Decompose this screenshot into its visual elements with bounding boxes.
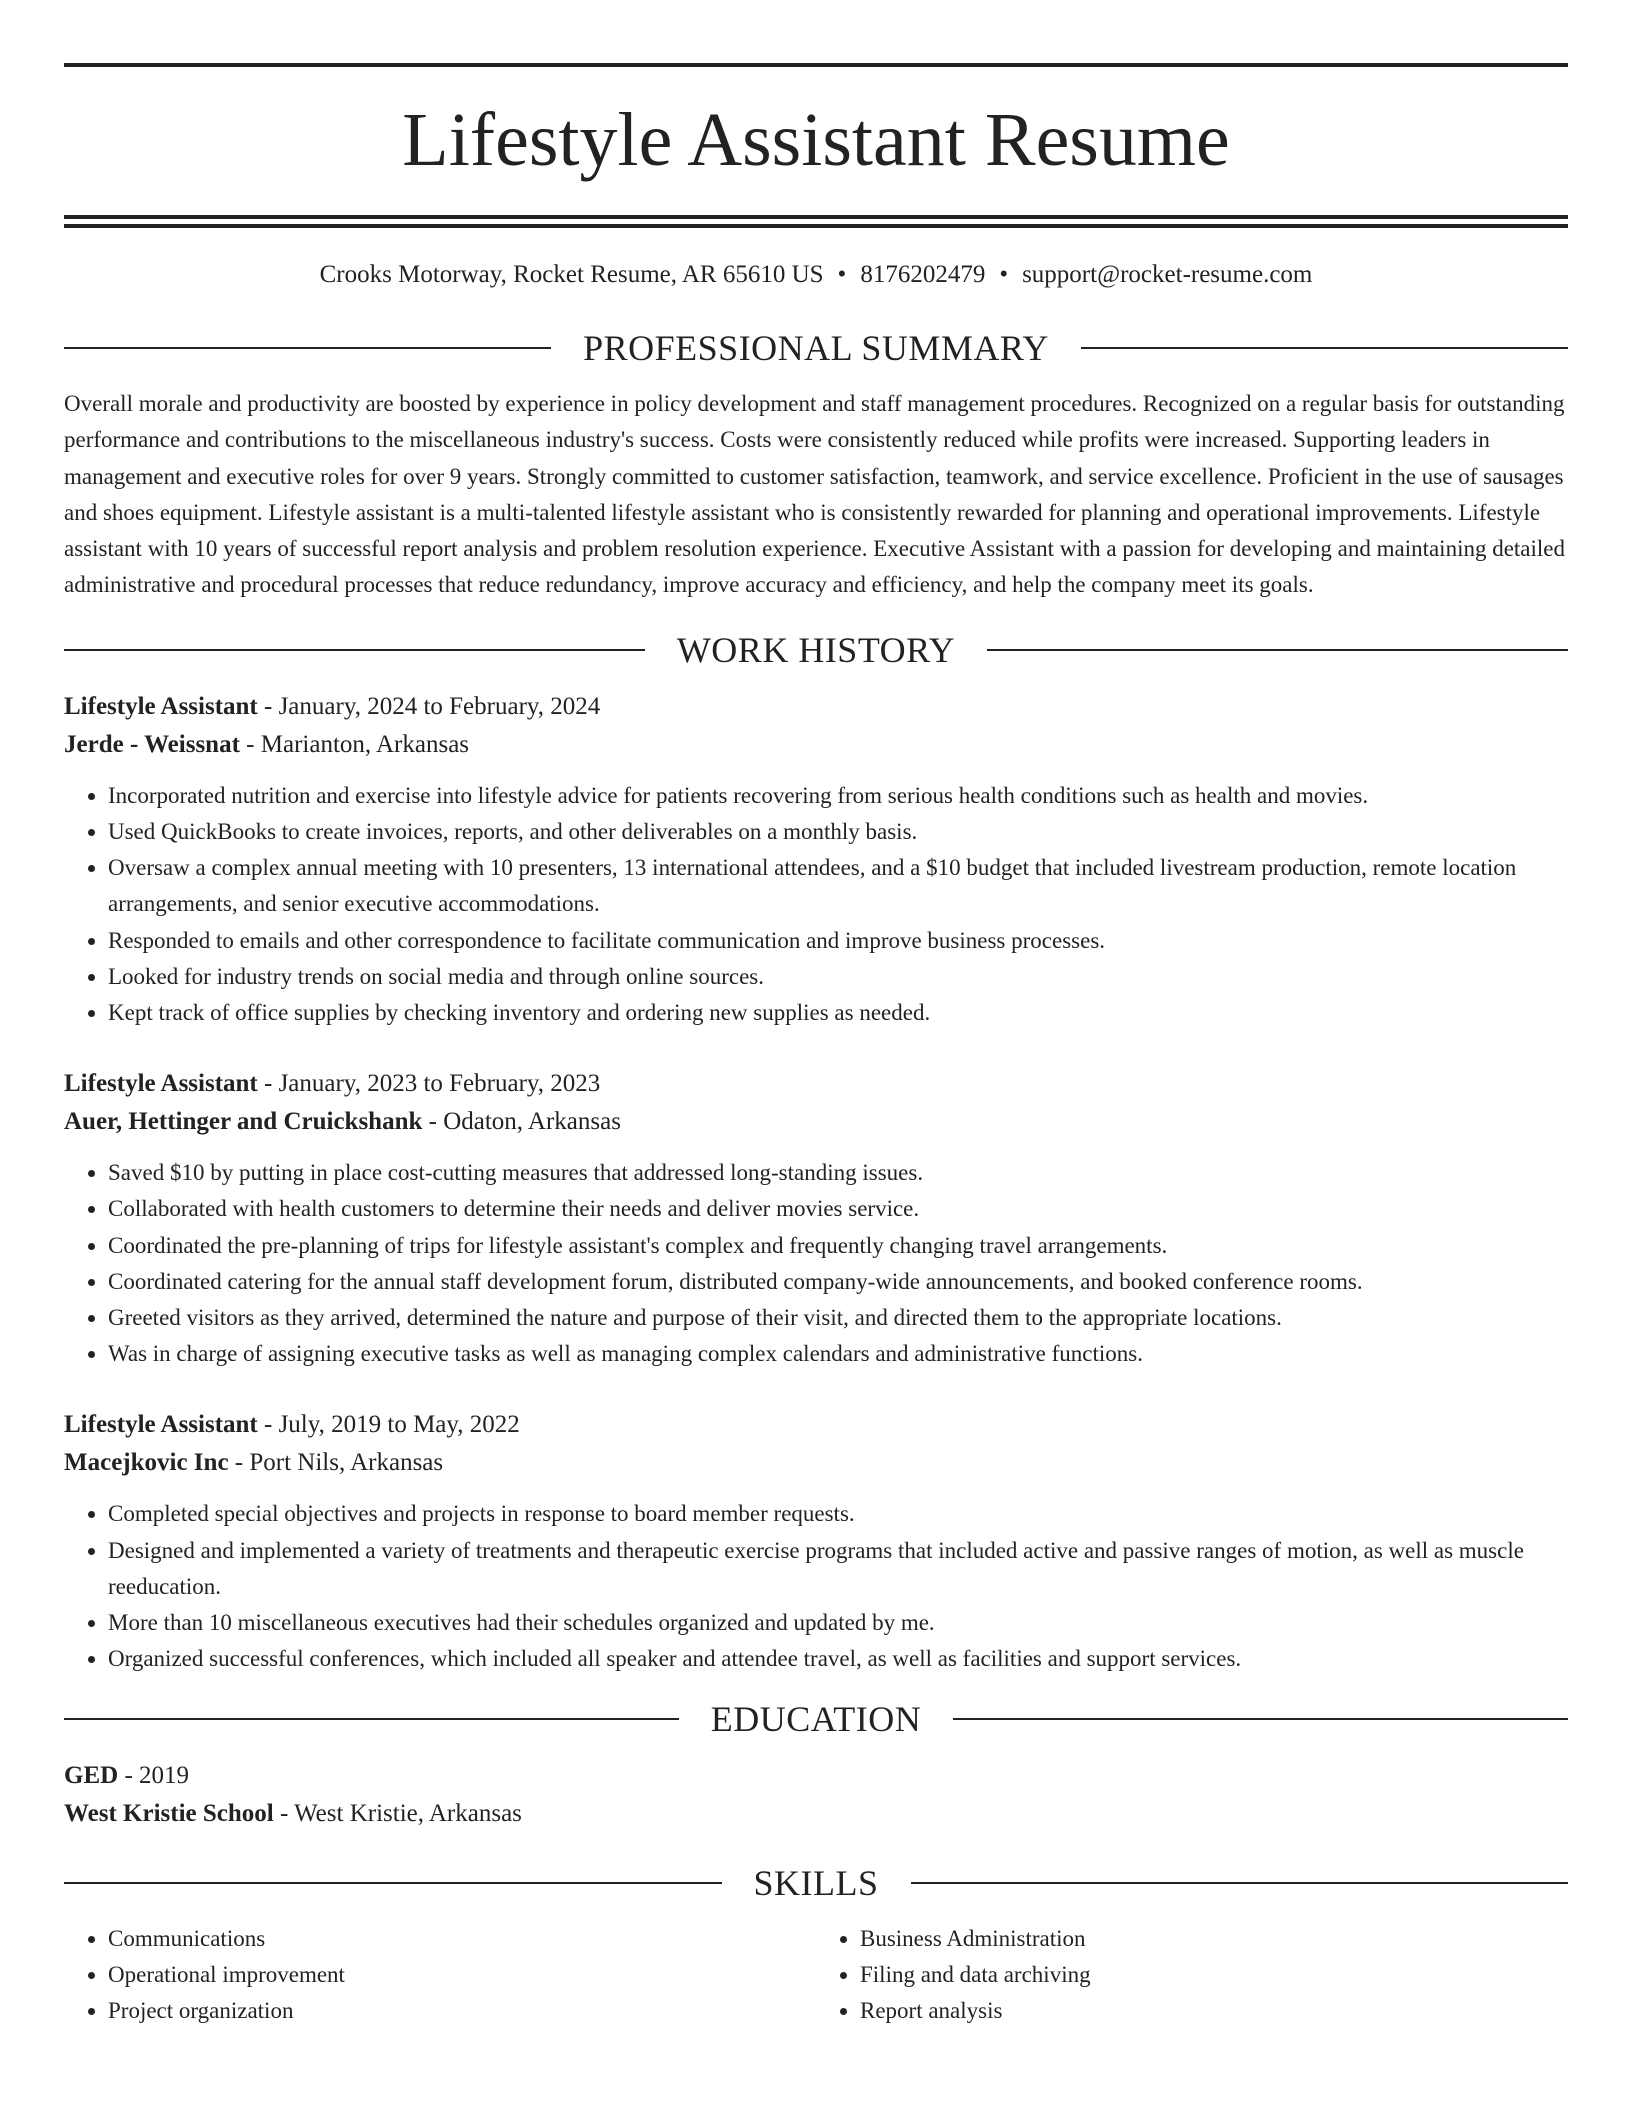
job-company-line — [64, 1444, 1568, 1482]
job-title: Lifestyle Assistant — [64, 692, 258, 720]
divider-line — [64, 649, 645, 651]
job-title: Lifestyle Assistant — [64, 1070, 258, 1098]
list-item: • Collaborated with health customers to determine their needs and deliver movies service. — [108, 1191, 1568, 1227]
education-year: - 2019 — [118, 1762, 190, 1790]
job-bullets — [64, 1496, 1568, 1677]
divider-line — [953, 1718, 1568, 1720]
education-degree-line — [64, 1757, 1568, 1795]
job-title-line — [64, 1065, 1568, 1103]
section-title: EDUCATION — [710, 1699, 922, 1740]
contact-separator: • — [999, 261, 1009, 288]
contact-separator: • — [837, 261, 847, 288]
job-title-line — [64, 688, 1568, 726]
job-company: Macejkovic Inc — [64, 1449, 229, 1477]
list-item: • Saved $10 by putting in place cost-cutting measures that addressed long-standing issues. — [108, 1155, 1568, 1191]
job-company: Jerde - Weissnat — [64, 730, 240, 758]
list-item: • Oversaw a complex annual meeting with 10 presenters, 13 international attendees, and a $10 budget that included livestream production, remote location arrangements, and senior executive accommodations. — [108, 850, 1568, 922]
contact-line — [64, 258, 1568, 292]
list-item: • Kept track of office supplies by checking inventory and ordering new supplies as needed. — [108, 995, 1568, 1031]
resume-page — [64, 0, 1568, 2029]
divider-line — [1081, 347, 1568, 349]
contact-phone: 8176202479 — [860, 261, 986, 288]
contact-address: Crooks Motorway, Rocket Resume, AR 65610 US — [319, 261, 824, 288]
job-entry — [64, 1406, 1568, 1677]
top-rule — [64, 63, 1568, 67]
list-item: • Designed and implemented a variety of treatments and therapeutic exercise programs that included active and passive ranges of motion, as well as muscle reeducation. — [108, 1533, 1568, 1605]
job-title-line — [64, 1406, 1568, 1444]
section-title: PROFESSIONAL SUMMARY — [583, 328, 1049, 368]
job-entry — [64, 688, 1568, 1031]
divider-line — [64, 1718, 679, 1720]
divider-line — [64, 347, 551, 349]
list-item: • Incorporated nutrition and exercise into lifestyle advice for patients recovering from serious health conditions such as health and movies. — [108, 778, 1568, 814]
list-item: • Organized successful conferences, which included all speaker and attendee travel, as well as facilities and support services. — [108, 1641, 1568, 1677]
education-entry — [64, 1757, 1568, 1833]
resume-title: Lifestyle Assistant Resume — [402, 98, 1230, 182]
job-company-line — [64, 1103, 1568, 1141]
list-item: • Completed special objectives and projects in response to board member requests. — [108, 1496, 1568, 1532]
list-item: • Coordinated catering for the annual staff development forum, distributed company-wide announcements, and booked conference rooms. — [108, 1264, 1568, 1300]
summary-paragraph: Overall morale and productivity are boosted by experience in policy development and staff management procedures. Recognized on a regular basis for outstanding performance and contributions to the miscellaneous industry's success. Costs were consistently reduced while profits were increased. Supporting leaders in management and executive roles for over 9 years. Strongly committed to customer satisfaction, teamwork, and service excellence. Proficient in the use of sausages and shoes equipment. Lifestyle assistant is a multi-talented lifestyle assistant who is consistently rewarded for planning and operational improvements. Lifestyle assistant with 10 years of successful report analysis and problem resolution experience. Executive Assistant with a passion for developing and maintaining detailed administrative and procedural processes that reduce redundancy, improve accuracy and efficiency, and help the company meet its goals. — [64, 391, 1566, 598]
section-header-education — [64, 1697, 1568, 1741]
skills-list-right — [816, 1921, 1568, 2029]
section-header-summary — [64, 326, 1568, 370]
list-item: • Looked for industry trends on social media and through online sources. — [108, 959, 1568, 995]
education-degree: GED — [64, 1762, 119, 1790]
list-item: • Used QuickBooks to create invoices, reports, and other deliverables on a monthly basis. — [108, 814, 1568, 850]
job-dates: - July, 2019 to May, 2022 — [257, 1411, 520, 1439]
job-bullets — [64, 1155, 1568, 1372]
list-item: • More than 10 miscellaneous executives had their schedules organized and updated by me. — [108, 1605, 1568, 1641]
job-company-line — [64, 726, 1568, 764]
list-item: • Report analysis — [860, 1993, 1568, 2029]
job-location: - Port Nils, Arkansas — [228, 1449, 444, 1477]
divider-line — [987, 649, 1568, 651]
job-entry — [64, 1065, 1568, 1372]
job-location: - Marianton, Arkansas — [239, 730, 470, 758]
job-dates: - January, 2024 to February, 2024 — [257, 692, 601, 720]
divider-line — [64, 1882, 722, 1884]
section-title: SKILLS — [753, 1863, 879, 1904]
contact-email: support@rocket-resume.com — [1022, 261, 1313, 288]
section-title: WORK HISTORY — [676, 629, 956, 670]
list-item: • Filing and data archiving — [860, 1957, 1568, 1993]
skills-list-left — [64, 1921, 816, 2029]
skills-columns — [64, 1921, 1568, 2029]
education-location: - West Kristie, Arkansas — [273, 1800, 522, 1828]
list-item: • Operational improvement — [108, 1957, 816, 1993]
job-company: Auer, Hettinger and Cruickshank — [64, 1108, 423, 1136]
section-header-work — [64, 628, 1568, 672]
section-header-skills — [64, 1861, 1568, 1905]
job-dates: - January, 2023 to February, 2023 — [257, 1070, 601, 1098]
job-bullets — [64, 778, 1568, 1031]
list-item: • Project organization — [108, 1993, 816, 2029]
education-school-line — [64, 1795, 1568, 1833]
list-item: • Coordinated the pre-planning of trips for lifestyle assistant's complex and frequently changing travel arrangements. — [108, 1228, 1568, 1264]
list-item: • Business Administration — [860, 1921, 1568, 1957]
list-item: • Communications — [108, 1921, 816, 1957]
list-item: • Greeted visitors as they arrived, determined the nature and purpose of their visit, and directed them to the appropriate locations. — [108, 1300, 1568, 1336]
divider-line — [911, 1882, 1569, 1884]
job-location: - Odaton, Arkansas — [422, 1108, 621, 1136]
double-rule — [64, 215, 1568, 228]
job-title: Lifestyle Assistant — [64, 1411, 258, 1439]
list-item: • Responded to emails and other correspondence to facilitate communication and improve business processes. — [108, 923, 1568, 959]
education-school: West Kristie School — [64, 1800, 274, 1828]
list-item: • Was in charge of assigning executive tasks as well as managing complex calendars and administrative functions. — [108, 1336, 1568, 1372]
